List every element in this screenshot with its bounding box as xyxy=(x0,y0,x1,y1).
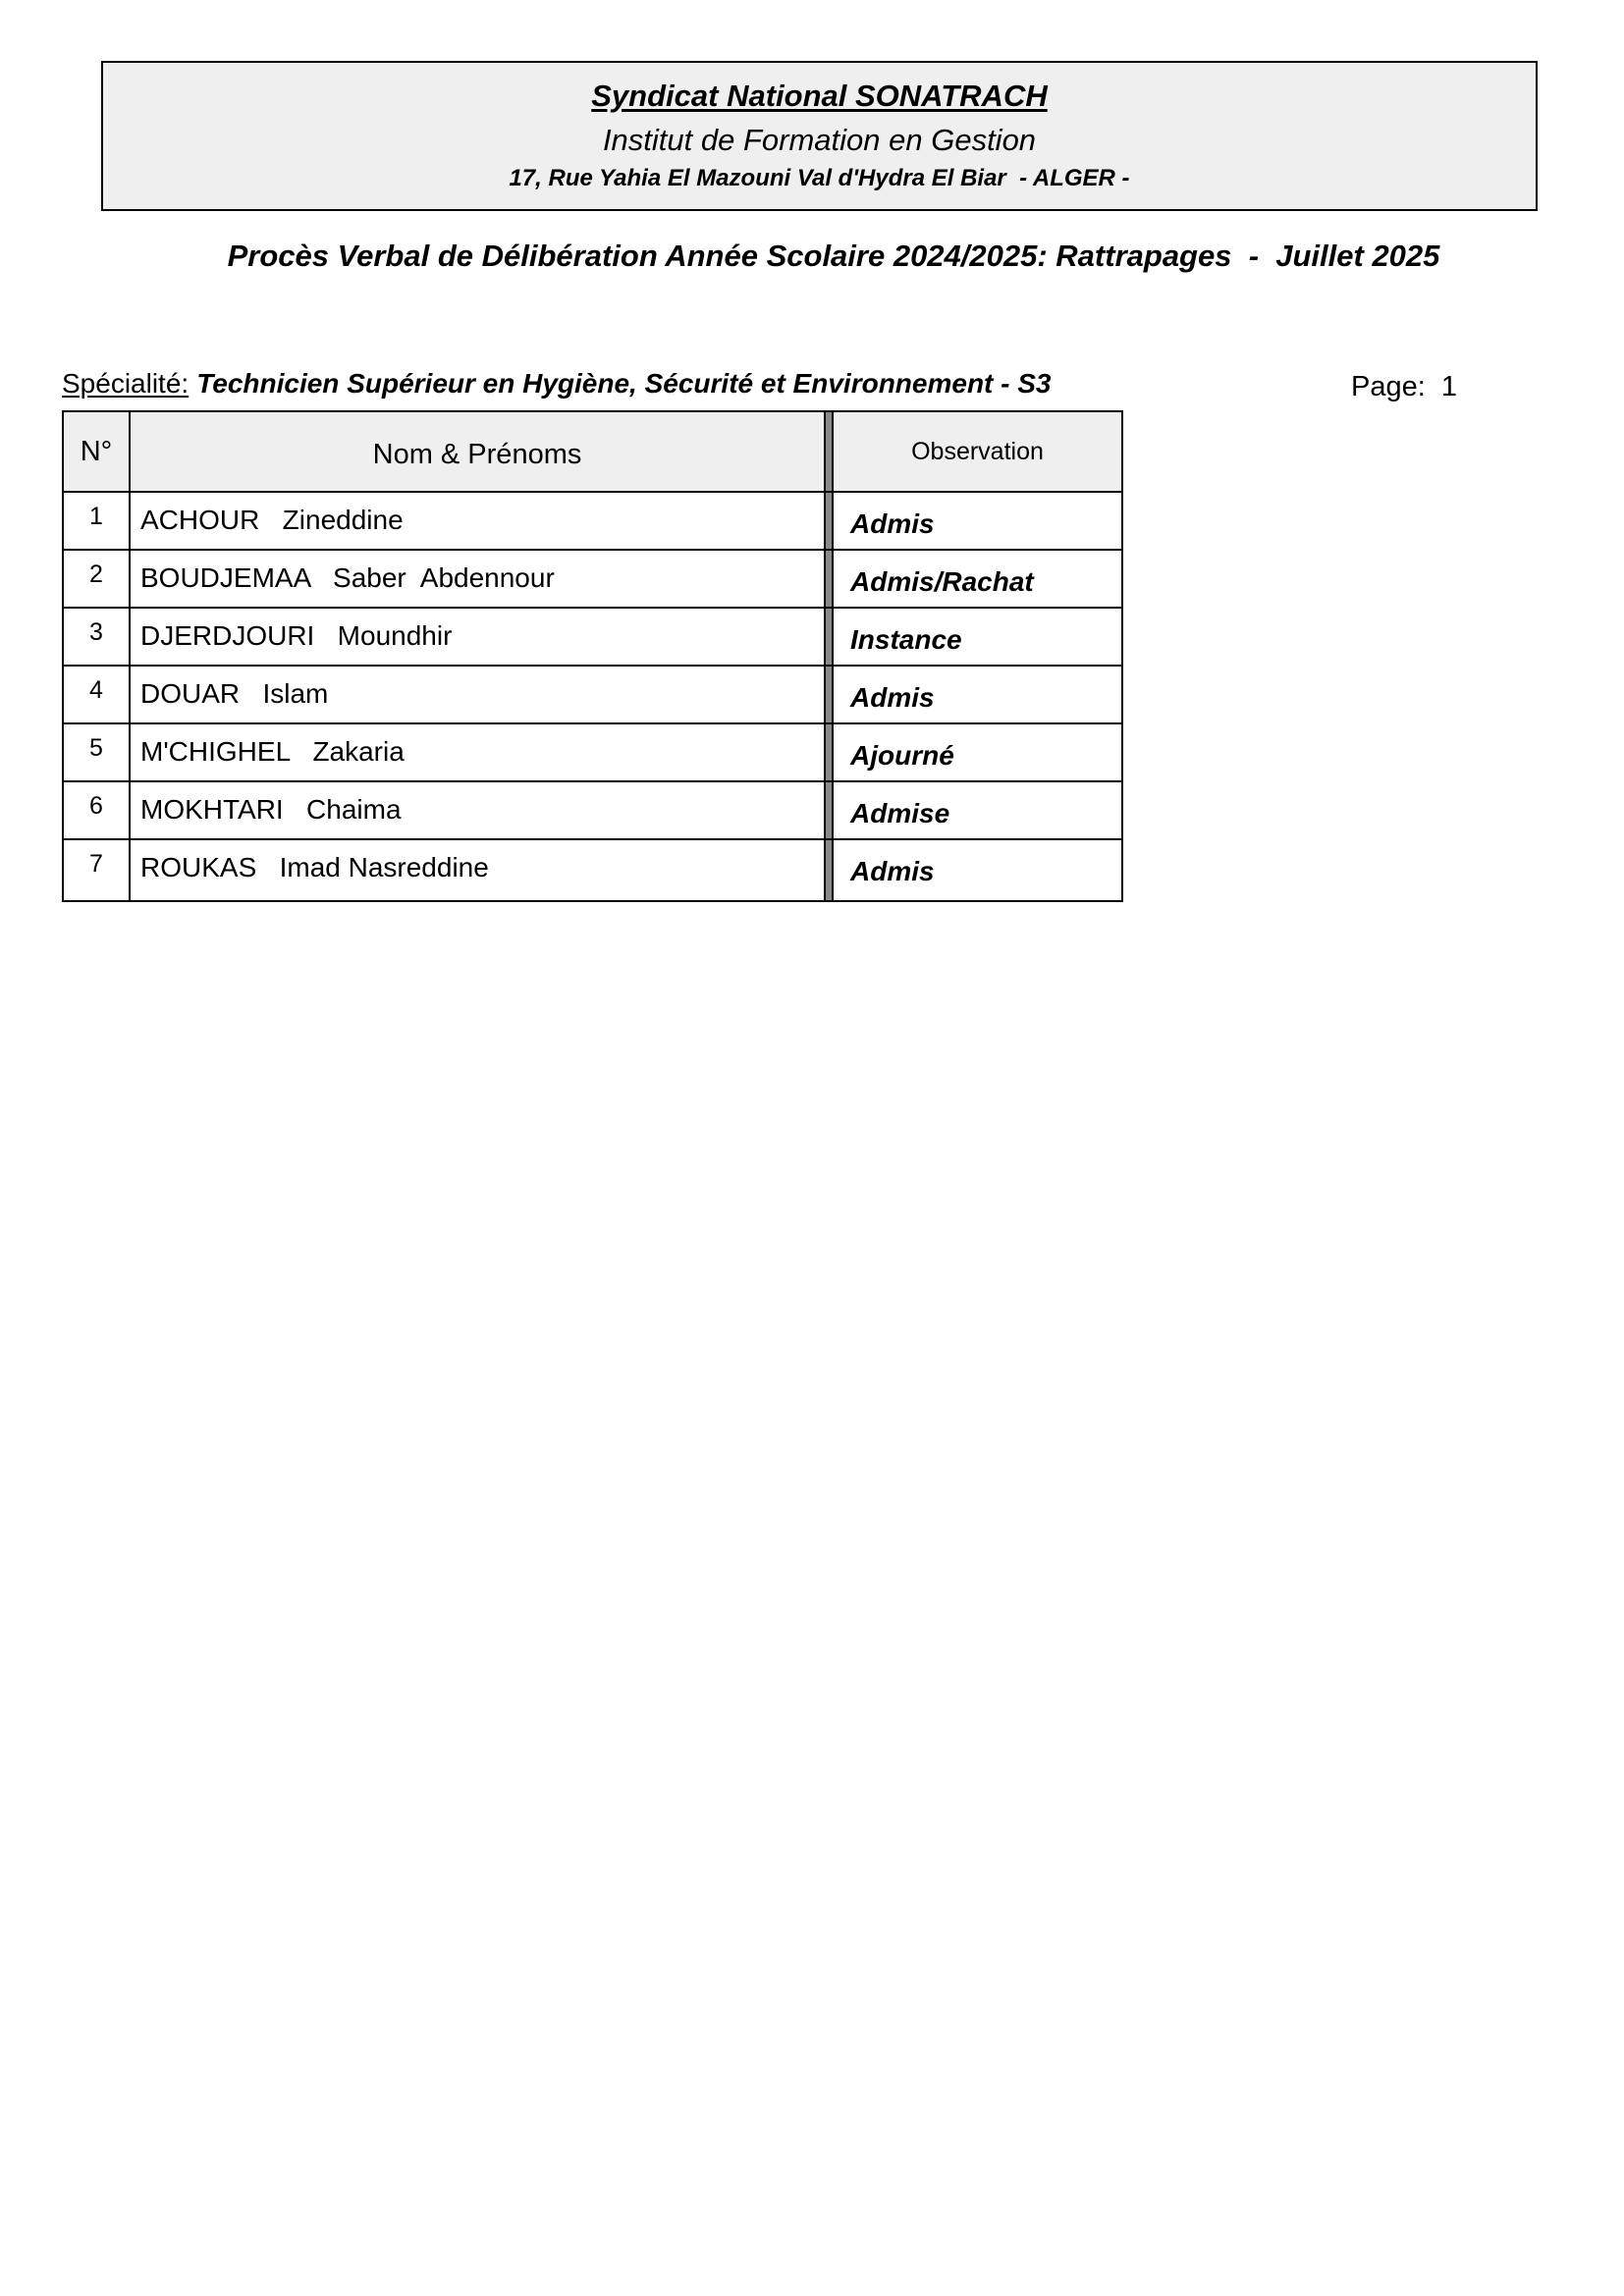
table-row xyxy=(64,840,1121,900)
column-divider xyxy=(129,609,131,665)
column-divider xyxy=(129,493,131,549)
column-double-divider xyxy=(824,412,834,491)
results-table xyxy=(62,410,1123,902)
row-number: 3 xyxy=(89,618,103,646)
column-double-divider xyxy=(824,724,834,780)
row-number: 1 xyxy=(89,503,103,530)
observation-value: Admis/Rachat xyxy=(850,566,1034,597)
document-title: Procès Verbal de Délibération Année Scolaire 2024/2025: Rattrapages - Juillet 2025 xyxy=(227,239,1440,273)
table-row xyxy=(64,667,1121,724)
row-number: 4 xyxy=(89,676,103,704)
column-double-divider xyxy=(824,493,834,549)
header-number: N° xyxy=(80,436,113,467)
header-observation: Observation xyxy=(911,438,1044,465)
student-name: BOUDJEMAA Saber Abdennour xyxy=(140,562,555,593)
column-double-divider xyxy=(824,667,834,722)
observation-value: Admise xyxy=(850,798,950,828)
table-row xyxy=(64,609,1121,667)
table-row xyxy=(64,551,1121,609)
header-name: Nom & Prénoms xyxy=(372,439,582,470)
table-row xyxy=(64,782,1121,840)
student-name: ROUKAS Imad Nasreddine xyxy=(140,852,489,882)
student-name: M'CHIGHEL Zakaria xyxy=(140,736,405,767)
student-name: DOUAR Islam xyxy=(140,678,329,709)
row-number: 7 xyxy=(89,850,103,878)
observation-value: Instance xyxy=(850,624,962,655)
student-name: MOKHTARI Chaima xyxy=(140,794,402,825)
column-divider xyxy=(129,724,131,780)
institute-name: Institut de Formation en Gestion xyxy=(602,123,1037,157)
column-divider xyxy=(129,551,131,607)
column-double-divider xyxy=(824,609,834,665)
column-divider xyxy=(129,840,131,900)
table-header-row xyxy=(64,412,1121,493)
observation-value: Admis xyxy=(850,508,935,539)
letterhead-box xyxy=(101,61,1538,211)
column-double-divider xyxy=(824,782,834,838)
observation-value: Ajourné xyxy=(850,740,954,771)
organization-name: Syndicat National SONATRACH xyxy=(591,79,1048,113)
specialite-value: Technicien Supérieur en Hygiène, Sécurité et Environnement - S3 xyxy=(196,368,1052,399)
row-number: 2 xyxy=(89,561,103,588)
table-row xyxy=(64,724,1121,782)
table-row xyxy=(64,493,1121,551)
page-number: Page: 1 xyxy=(1351,371,1458,402)
column-divider xyxy=(129,667,131,722)
observation-value: Admis xyxy=(850,682,935,713)
row-number: 5 xyxy=(89,734,103,762)
row-number: 6 xyxy=(89,792,103,820)
column-divider xyxy=(129,782,131,838)
specialite-label: Spécialité: xyxy=(62,368,189,399)
student-name: ACHOUR Zineddine xyxy=(140,505,404,535)
student-name: DJERDJOURI Moundhir xyxy=(140,620,453,651)
column-double-divider xyxy=(824,840,834,900)
observation-value: Admis xyxy=(850,856,935,886)
specialite-line xyxy=(62,368,1052,400)
column-double-divider xyxy=(824,551,834,607)
institute-address: 17, Rue Yahia El Mazouni Val d'Hydra El Biar - ALGER - xyxy=(509,165,1130,191)
